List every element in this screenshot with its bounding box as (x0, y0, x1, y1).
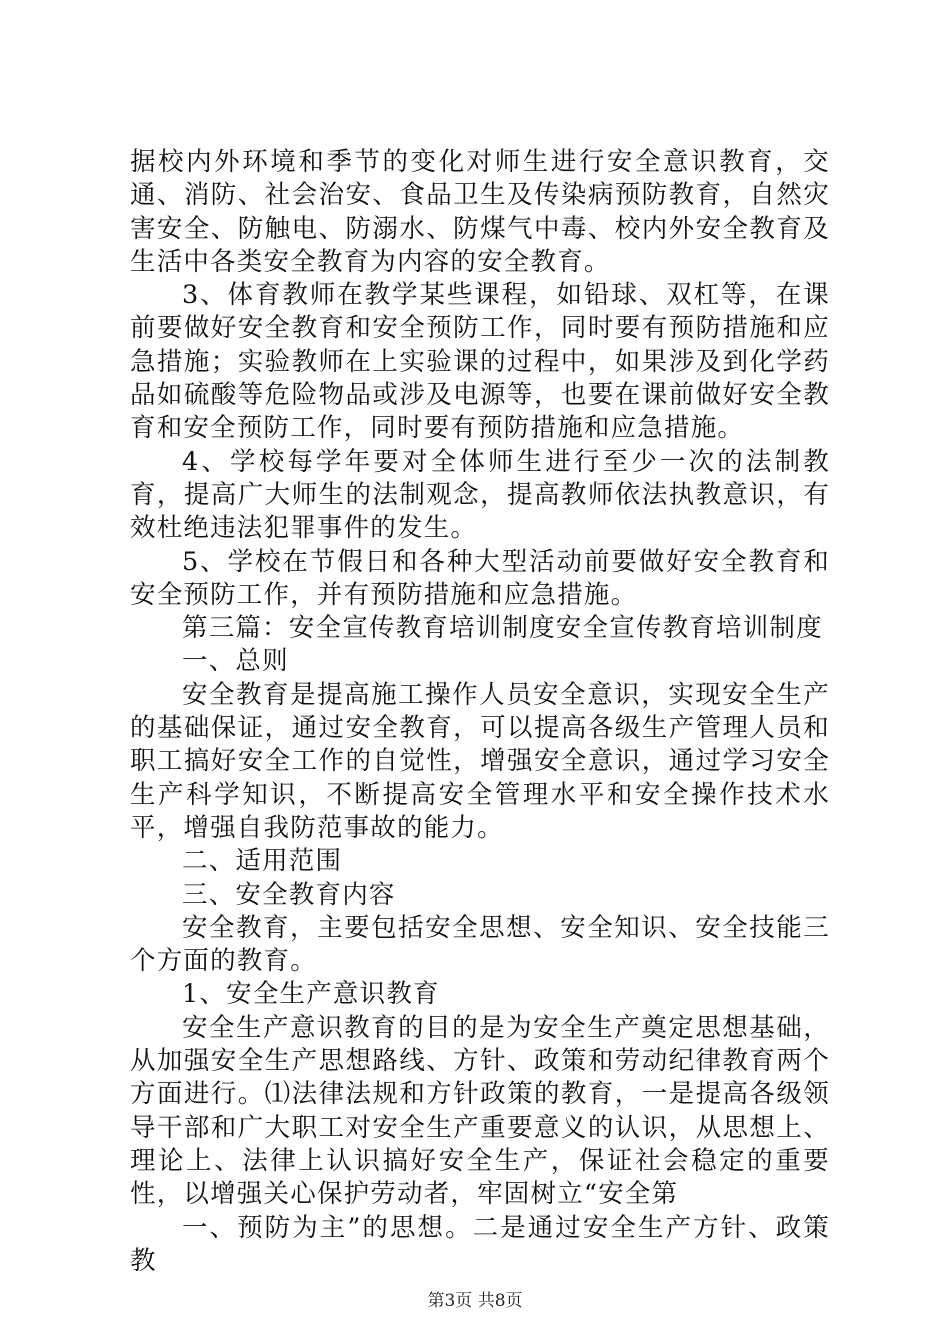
document-body (130, 146, 830, 1278)
body-paragraph: 4、学校每学年要对全体师生进行至少一次的法制教育，提高广大师生的法制观念，提高教师依法执教意识，有效杜绝违法犯罪事件的发生。 (130, 446, 830, 544)
section-heading: 第三篇：安全宣传教育培训制度安全宣传教育培训制度 (182, 613, 823, 644)
body-paragraph: 安全生产意识教育的目的是为安全生产奠定思想基础，从加强安全生产思想路线、方针、政策和劳动纪律教育两个方面进行。⑴法律法规和方针政策的教育，一是提高各级领导干部和广大职工对安全生产重要意义的认识，从思想上、理论上、法律上认识搞好安全生产，保证社会稳定的重要性，以增强关心保护劳动者，牢固树立“安全第 (130, 1012, 830, 1210)
body-paragraph: 3、体育教师在教学某些课程，如铅球、双杠等，在课前要做好安全教育和安全预防工作，同时要有预防措施和应急措施；实验教师在上实验课的过程中，如果涉及到化学药品如硫酸等危险物品或涉及电源等，也要在课前做好安全教育和安全预防工作，同时要有预防措施和应急措施。 (130, 280, 830, 444)
body-paragraph: 5、学校在节假日和各种大型活动前要做好安全教育和安全预防工作，并有预防措施和应急措施。 (130, 546, 830, 610)
body-paragraph: 一、预防为主”的思想。二是通过安全生产方针、政策教 (130, 1212, 830, 1276)
subsection-heading: 1、安全生产意识教育 (182, 979, 440, 1010)
body-paragraph: 据校内外环境和季节的变化对师生进行安全意识教育，交通、消防、社会治安、食品卫生及传染病预防教育，自然灾害安全、防触电、防溺水、防煤气中毒、校内外安全教育及生活中各类安全教育为内容的安全教育。 (130, 147, 830, 277)
section-heading: 三、安全教育内容 (182, 879, 396, 910)
section-heading: 二、适用范围 (182, 846, 343, 877)
page-number: 第3页 共8页 (427, 1291, 523, 1311)
section-heading: 一、总则 (182, 646, 289, 677)
body-paragraph: 安全教育是提高施工操作人员安全意识，实现安全生产的基础保证，通过安全教育，可以提高各级生产管理人员和职工搞好安全工作的自觉性，增强安全意识，通过学习安全生产科学知识，不断提高安全管理水平和安全操作技术水平，增强自我防范事故的能力。 (130, 679, 830, 843)
body-paragraph: 安全教育，主要包括安全思想、安全知识、安全技能三个方面的教育。 (130, 912, 830, 977)
